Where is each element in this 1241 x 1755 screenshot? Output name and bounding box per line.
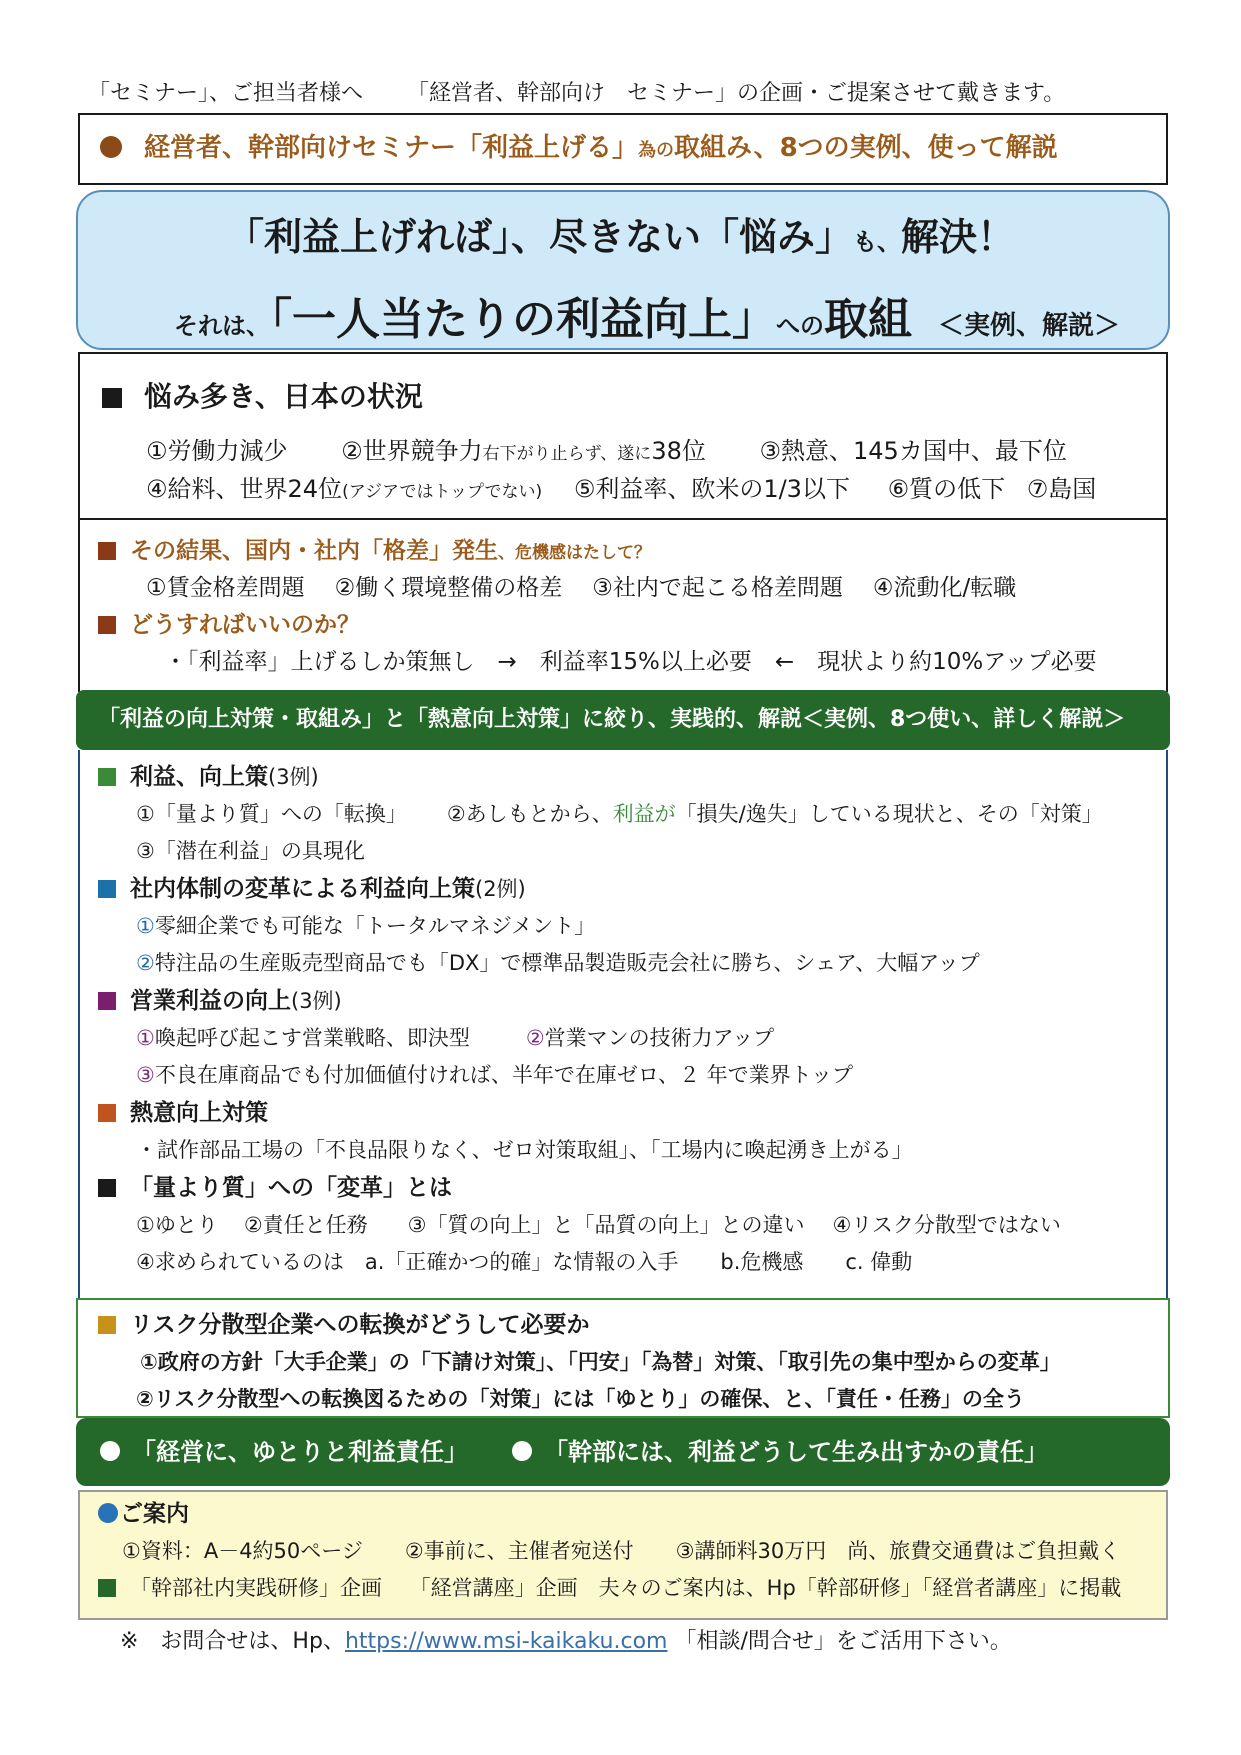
contact-link[interactable]: https://www.msi-kaikaku.com [344,1629,668,1654]
black-square-icon [98,1179,116,1197]
info-item-1: ①資料：A－4約50ページ ②事前に、主催者宛送付 ③講師料30万円 尚、旅費交通費はご負担戴く [122,1539,1121,1563]
black-square-icon [102,388,122,408]
system-item-1: ①零細企業でも可能な「トータルマネジメント」 [136,914,596,938]
white-dot-icon [512,1441,532,1461]
quality-heading: 「量より質」への「変革」とは [98,1174,452,1203]
purple-square-icon [98,992,116,1010]
bullet-dot-icon [100,136,122,158]
risk-item-2: ②リスク分散型への転換図るための「対策」には「ゆとり」の確保、と、「責任・任務」の全う [136,1387,1025,1411]
sales-items-row-1: ①喚起呼び起こす営業戦略、即決型 ②営業マンの技術力アップ [136,1026,775,1050]
bottom-banner-left: 「経営に、ゆとりと利益責任」 [100,1436,468,1468]
info-item-2: 「幹部社内実践研修」企画 「経営講座」企画 夫々のご案内は、Hp「幹部研修」「経営者講座」に掲載 [98,1574,1121,1602]
profit-items-row-1: ①「量より質」への「転換」 ②あしもとから、利益が「損失/逸失」している現状と、その「対策」 [136,802,1103,826]
bottom-banner-right: 「幹部には、利益どうして生み出すかの責任」 [512,1436,1048,1468]
headline-line-2: それは、「一人当たりの利益向上」への取組 ＜実例、解説＞ [174,294,1121,345]
white-dot-icon [100,1441,120,1461]
gold-square-icon [98,1316,116,1334]
blue-square-icon [98,880,116,898]
result-items: ①賃金格差問題 ②働く環境整備の格差 ③社内で起こる格差問題 ④流動化/転職 [146,575,1017,601]
sales-item-3: ③不良在庫商品でも付加価値付ければ、半年で在庫ゼロ、２ 年で業界トップ [136,1063,854,1087]
green-square-icon [98,768,116,786]
topic-title: 経営者、幹部向けセミナー「利益上げる」為の取組み、8つの実例、使って解説 [100,130,1058,169]
profit-heading: 利益、向上策(3例) [98,763,319,792]
quality-item-5: ④求められているのは a.「正確かつ的確」な情報の入手 b.危機感 c. 偉動 [136,1250,913,1274]
result-heading: その結果、国内・社内「格差」発生、危機感はたして？ [98,537,651,567]
orange-square-icon [98,1104,116,1122]
info-heading: ご案内 [98,1500,189,1528]
quality-items-row: ①ゆとり ②責任と任務 ③「質の向上」と「品質の向上」との違い ④リスク分散型ではない [136,1213,1061,1237]
blue-dot-icon [98,1503,118,1523]
green-banner-text: 「利益の向上対策・取組み」と「熱意向上対策」に絞り、実践的、解説＜実例、8つ使い、詳しく解説＞ [98,707,1126,732]
system-item-2: ②特注品の生産販売型商品でも「DX」で標準品製造販売会社に勝ち、シェア、大幅アップ [136,951,980,975]
situation-row-2: ④給料、世界24位(アジアではトップでない) ⑤利益率、欧米の1/3以下 ⑥質の低下 ⑦島国 [146,475,1097,503]
risk-item-1: ①政府の方針「大手企業」の「下請け対策」、「円安」「為替」対策、「取引先の集中型からの変革」 [140,1350,1061,1374]
brown-square-icon [98,616,116,634]
brown-square-icon [98,542,116,560]
risk-heading: リスク分散型企業への転換がどうして必要か [98,1311,590,1340]
footer: ※ お問合せは、Hp、https://www.msi-kaikaku.com 「相談/問合せ」をご活用下さい。 [120,1629,1012,1654]
sales-heading: 営業利益の向上(3例) [98,987,342,1016]
header-left: 「セミナー」、ご担当者様へ [88,81,364,106]
situation-row-1: ①労働力減少 ②世界競争力右下がり止らず、遂に38位 ③熱意、145カ国中、最下位 [146,437,1067,465]
how-heading: どうすればいいのか？ [98,611,360,640]
system-heading: 社内体制の変革による利益向上策(2例) [98,875,526,904]
situation-heading: 悩み多き、日本の状況 [102,383,423,411]
profit-item-3: ③「潜在利益」の具現化 [136,839,365,863]
how-text: ・「利益率」上げるしか策無し → 利益率15%以上必要 ← 現状より約10%アップ必要 [164,649,1097,675]
green-square-icon [98,1579,116,1597]
enthusiasm-heading: 熱意向上対策 [98,1099,268,1128]
header-line [88,80,1065,108]
enthusiasm-item-1: ・試作部品工場の「不良品限りなく、ゼロ対策取組」、「工場内に喚起湧き上がる」 [136,1138,913,1162]
headline-line-1: 「利益上げれば」、尽きない「悩み」も、解決！ [225,215,1016,259]
header-right: 「経営者、幹部向け セミナー」の企画・ご提案させて戴きます。 [407,81,1066,106]
